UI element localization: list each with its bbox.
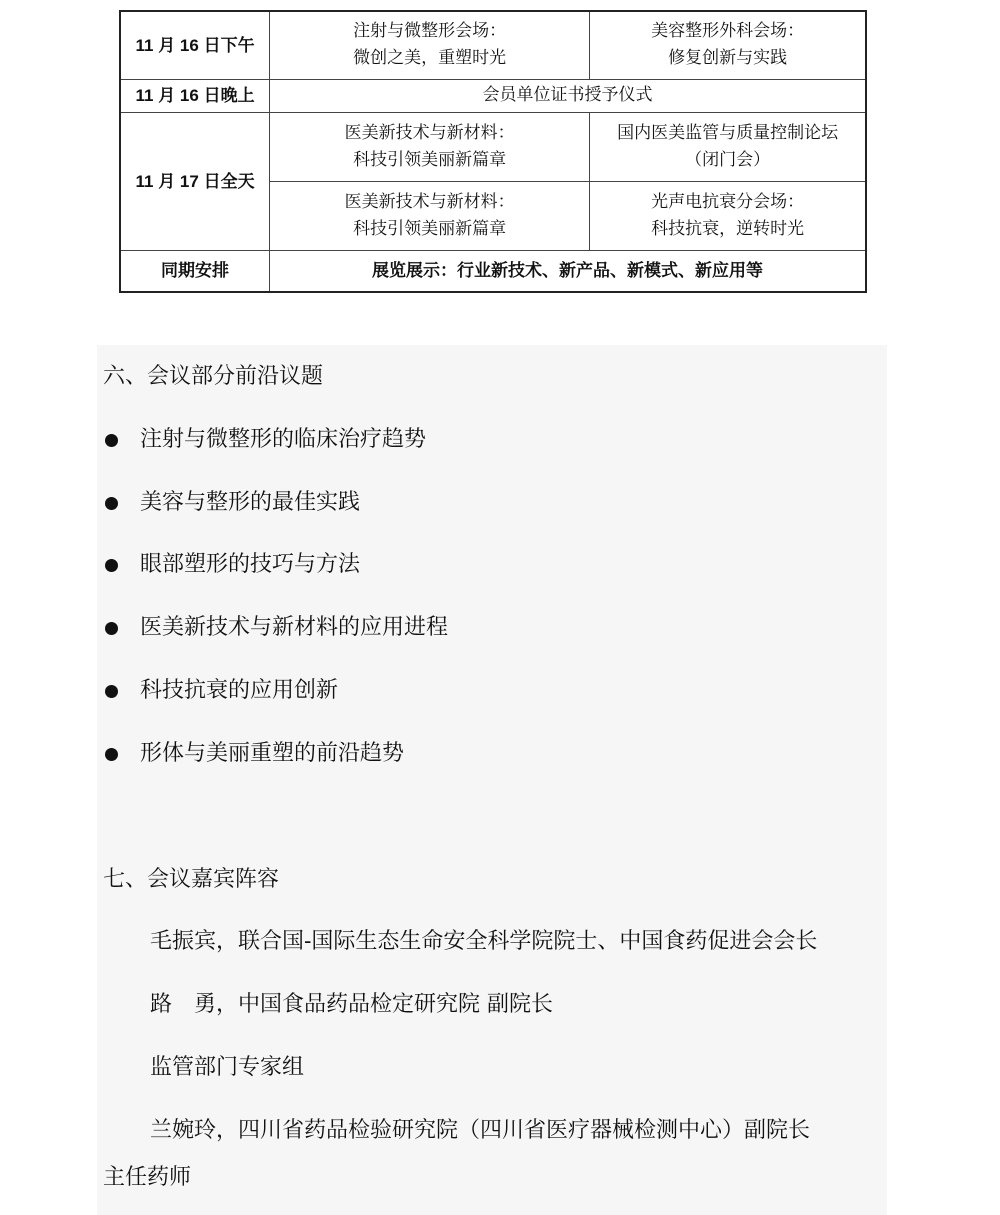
list-item: 形体与美丽重塑的前沿趋势 (103, 739, 404, 769)
guest-group: 监管部门专家组 (150, 1055, 305, 1080)
list-item: 美容与整形的最佳实践 (103, 488, 360, 518)
session-cell: 注射与微整形会场： 微创之美，重塑时光 (270, 11, 590, 79)
bullet-icon (105, 622, 118, 635)
bullet-icon (105, 685, 118, 698)
time-cell: 11 月 17 日全天 (120, 112, 270, 250)
list-item: 科技抗衰的应用创新 (103, 676, 338, 706)
list-item: 注射与微整形的临床治疗趋势 (103, 425, 426, 455)
content-background (97, 345, 887, 1215)
list-item: 医美新技术与新材料的应用进程 (103, 613, 448, 643)
table-row (120, 79, 866, 112)
section-title-topics: 六、会议部分前沿议题 (103, 364, 324, 389)
table-row (120, 250, 866, 292)
guest-entry: 路 勇，中国食品药品检定研究院 副院长 (150, 992, 553, 1017)
list-item: 眼部塑形的技巧与方法 (103, 550, 360, 580)
session-cell: 国内医美监管与质量控制论坛 （闭门会） (590, 112, 866, 181)
guest-entry-continuation: 主任药师 (103, 1165, 192, 1190)
session-cell: 医美新技术与新材料： 科技引领美丽新篇章 (270, 181, 590, 250)
bullet-icon (105, 748, 118, 761)
time-cell: 11 月 16 日晚上 (120, 79, 270, 112)
bullet-icon (105, 497, 118, 510)
schedule-table (119, 10, 867, 293)
ceremony-cell: 会员单位证书授予仪式 (270, 79, 866, 112)
guest-entry: 毛振宾，联合国-国际生态生命安全科学院院士、中国食药促进会会长 (150, 929, 818, 954)
session-cell: 美容整形外科会场： 修复创新与实践 (590, 11, 866, 79)
section-title-guests: 七、会议嘉宾阵容 (103, 867, 280, 892)
session-cell: 光声电抗衰分会场： 科技抗衰，逆转时光 (590, 181, 866, 250)
guest-entry: 兰婉玲，四川省药品检验研究院（四川省医疗器械检测中心）副院长 (150, 1118, 811, 1143)
table-row (120, 112, 866, 181)
time-cell: 同期安排 (120, 250, 270, 292)
session-cell: 医美新技术与新材料： 科技引领美丽新篇章 (270, 112, 590, 181)
table-row (120, 11, 866, 79)
bullet-icon (105, 559, 118, 572)
time-cell: 11 月 16 日下午 (120, 11, 270, 79)
exhibition-cell: 展览展示：行业新技术、新产品、新模式、新应用等 (270, 250, 866, 292)
bullet-icon (105, 434, 118, 447)
